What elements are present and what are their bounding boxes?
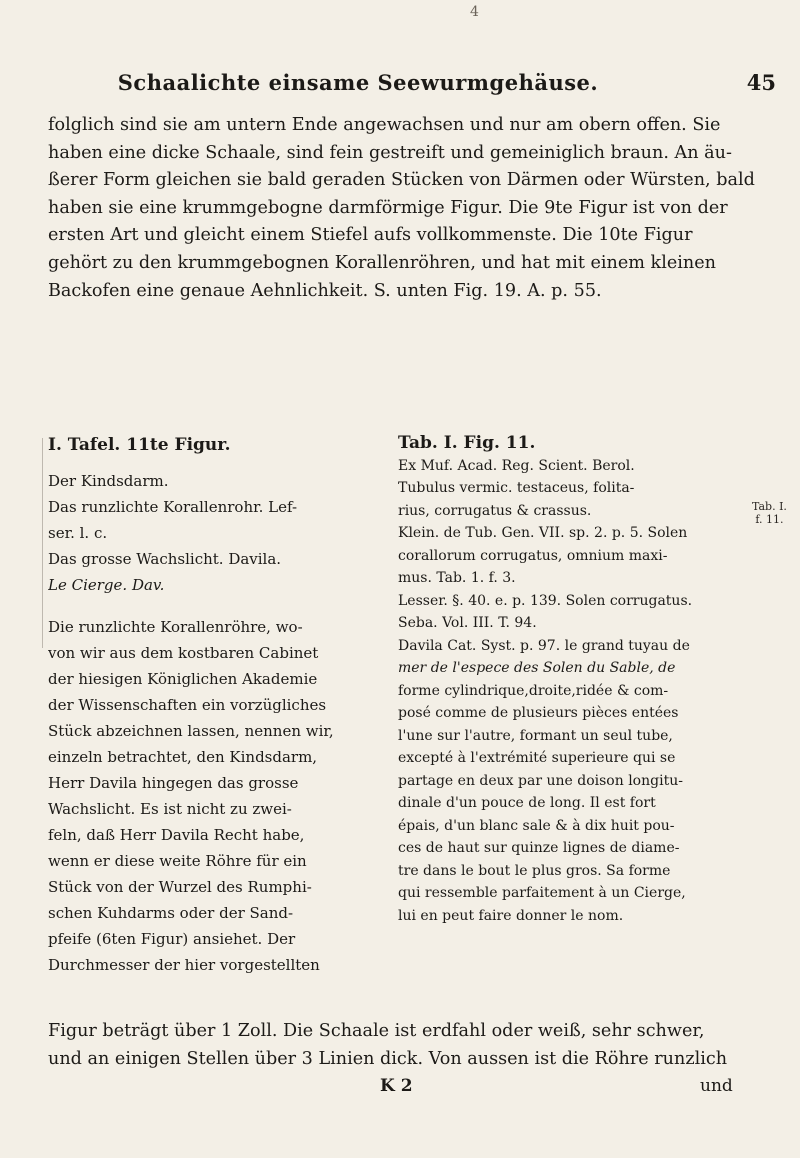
page-number: 45 [746,70,776,95]
french-text-line: tre dans le bout le plus gros. Sa forme [398,862,671,879]
margin-note-line: Tab. I. [752,500,787,513]
catchword: und [700,1076,733,1096]
reference-line: Seba. Vol. III. T. 94. [398,615,537,631]
text-line: Wachslicht. Es ist nicht zu zwei- [48,800,292,818]
specimen-name: Das grosse Wachslicht. Davila. [48,550,282,568]
text-line: folglich sind sie am untern Ende angewachsen und nur am obern offen. Sie [48,115,721,135]
margin-note [752,500,787,526]
reference-line: rius, corrugatus & crassus. [398,502,592,519]
reference-line: corallorum corrugatus, omnium maxi- [398,547,668,564]
signature-mark: K 2 [380,1076,413,1096]
column-rule [42,438,43,648]
french-name: Le Cierge. Dav. [48,576,165,594]
running-head [48,70,788,104]
specimen-name: Das runzlichte Korallenrohr. Lef- [48,498,298,516]
closing-paragraph [48,1018,760,1073]
margin-note-line: f. 11. [755,513,784,526]
french-text-line: posé comme de plusieurs pièces entées [398,705,679,721]
text-line: Die runzlichte Korallenröhre, wo- [48,618,303,636]
reference-line: mus. Tab. 1. f. 3. [398,570,516,586]
left-column-german [48,432,388,978]
right-column-latin-french [398,432,750,927]
text-line: haben sie eine krummgebogne darmförmige Figur. Die 9te Figur ist von der [48,197,728,218]
text-line: Durchmesser der hier vorgestellten [48,956,320,974]
french-text-line: dinale d'un pouce de long. Il est fort [398,795,656,811]
text-line: haben eine dicke Schaale, sind fein gestreift und gemeiniglich braun. An äu- [48,142,732,163]
text-line: Figur beträgt über 1 Zoll. Die Schaale ist erdfahl oder weiß, sehr schwer, [48,1021,705,1041]
text-line: von wir aus dem kostbaren Cabinet [48,644,319,662]
text-line: wenn er diese weite Röhre für ein [48,852,307,870]
text-line: gehört zu den krummgebognen Korallenröhren, und hat mit einem kleinen [48,252,716,273]
text-line: pfeife (6ten Figur) ansiehet. Der [48,930,296,948]
french-text-line: l'une sur l'autre, formant un seul tube, [398,727,673,744]
french-text-line: qui ressemble parfaitement à un Cierge, [398,885,686,901]
french-text-line: forme cylindrique,droite,ridée & com- [398,682,669,699]
text-line: feln, daß Herr Davila Recht habe, [48,826,305,844]
text-line: ßerer Form gleichen sie bald geraden Stücken von Därmen oder Würsten, bald [48,170,755,191]
text-line: der Wissenschaften ein vorzügliches [48,696,327,714]
text-line: Herr Davila hingegen das grosse [48,774,299,792]
top-mark: 4 [470,4,479,20]
specimen-name: ser. l. c. [48,524,108,542]
plate-heading: I. Tafel. 11te Figur. [48,435,231,455]
reference-line: Ex Muf. Acad. Reg. Scient. Berol. [398,457,635,474]
text-line: ersten Art und gleicht einem Stiefel aufs vollkommenste. Die 10te Figur [48,225,693,246]
french-text-line: mer de l'espece des Solen du Sable, de [398,660,676,676]
reference-line: Klein. de Tub. Gen. VII. sp. 2. p. 5. Solen [398,525,688,541]
reference-line: Tubulus vermic. testaceus, folita- [398,480,635,496]
text-line: Stück abzeichnen lassen, nennen wir, [48,722,334,740]
french-text-line: épais, d'un blanc sale & à dix huit pou- [398,817,675,834]
text-line: der hiesigen Königlichen Akademie [48,670,318,688]
french-text-line: lui en peut faire donner le nom. [398,907,624,924]
intro-paragraph [48,112,760,305]
french-text-line: Davila Cat. Syst. p. 97. le grand tuyau de [398,637,690,654]
text-line: Stück von der Wurzel des Rumphi- [48,878,312,896]
text-line: einzeln betrachtet, den Kindsdarm, [48,748,318,766]
specimen-name: Der Kindsdarm. [48,472,169,490]
reference-line: Lesser. §. 40. e. p. 139. Solen corrugatus. [398,592,693,609]
french-text-line: partage en deux par une doison longitu- [398,772,683,789]
french-text-line: ces de haut sur quinze lignes de diame- [398,840,680,856]
french-text-line: excepté à l'extrémité superieure qui se [398,750,676,766]
text-line: und an einigen Stellen über 3 Linien dick. Von aussen ist die Röhre runzlich [48,1048,728,1069]
running-head-title: Schaalichte einsame Seewurmgehäuse. [117,70,599,95]
text-line: Backofen eine genaue Aehnlichkeit. S. unten Fig. 19. A. p. 55. [48,280,602,301]
figure-heading: Tab. I. Fig. 11. [398,433,536,453]
text-line: schen Kuhdarms oder der Sand- [48,904,294,922]
